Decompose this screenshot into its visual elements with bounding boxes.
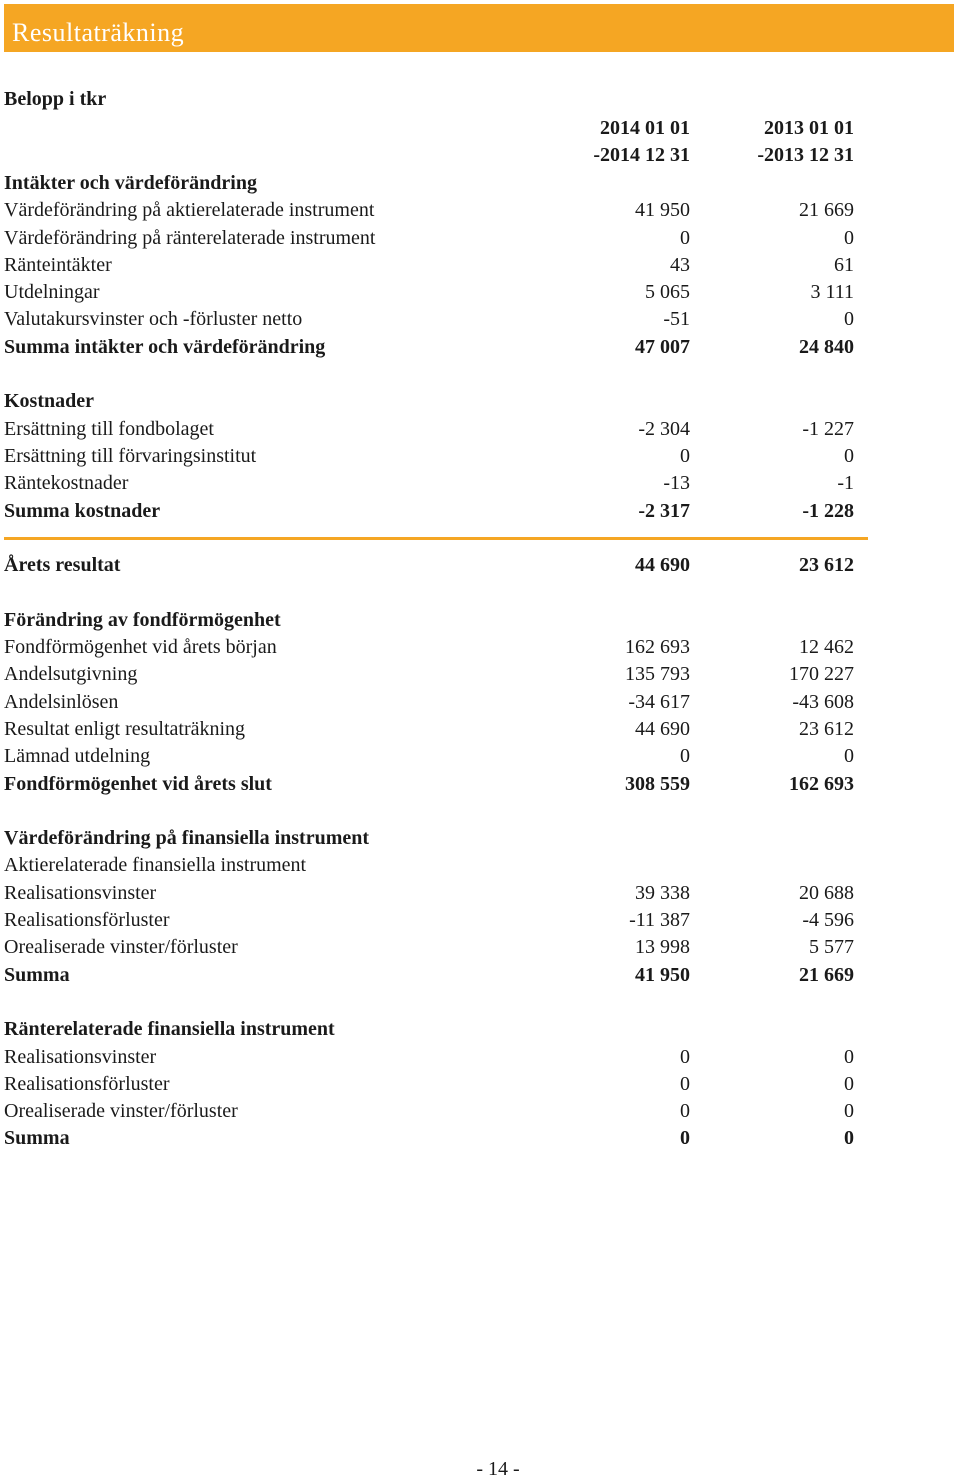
table-row	[4, 443, 864, 470]
row-label: Realisationsvinster	[4, 881, 157, 904]
value-2013: 0	[844, 745, 854, 768]
row-label: Värdeförändring på ränterelaterade instrument	[4, 226, 376, 249]
row-label: Realisationsvinster	[4, 1045, 157, 1068]
table-heading-row	[4, 962, 864, 989]
value-2014: -11 387	[629, 909, 690, 932]
row-label: Lämnad utdelning	[4, 745, 151, 768]
table-heading-row	[4, 170, 864, 197]
row-label: Värdeförändring på finansiella instrument	[4, 827, 370, 850]
value-2014: 0	[680, 1072, 690, 1095]
table-heading-row	[4, 771, 864, 798]
row-label: Intäkter och värdeförändring	[4, 172, 257, 194]
row-label: Summa	[4, 963, 70, 986]
title-banner	[4, 4, 954, 52]
table-row	[4, 1044, 864, 1071]
column-header-2013-start: 2013 01 01	[764, 117, 854, 139]
table-row	[4, 716, 864, 743]
row-label: Utdelningar	[4, 281, 100, 304]
spacer-row	[4, 989, 864, 1016]
row-label: Resultat enligt resultaträkning	[4, 717, 246, 740]
value-2014: -34 617	[628, 690, 690, 713]
row-label: Summa	[4, 1127, 70, 1150]
table-row	[4, 470, 864, 497]
row-label: Ersättning till förvaringsinstitut	[4, 444, 257, 467]
value-2014: 13 998	[635, 936, 690, 959]
value-2014: 44 690	[635, 717, 690, 740]
value-2014: 0	[680, 1100, 690, 1123]
value-2013: 23 612	[799, 554, 854, 577]
value-2014: 0	[680, 745, 690, 768]
value-2014: 0	[680, 1045, 690, 1068]
unit-label: Belopp i tkr	[4, 88, 107, 110]
value-2014: -2 317	[638, 499, 690, 522]
table-row	[4, 197, 864, 224]
row-label: Realisationsförluster	[4, 909, 170, 932]
row-label: Realisationsförluster	[4, 1072, 170, 1095]
value-2013: 0	[844, 1100, 854, 1123]
value-2013: 61	[834, 253, 854, 276]
value-2014: 44 690	[635, 554, 690, 577]
value-2013: 0	[844, 1045, 854, 1068]
value-2014: -13	[663, 472, 690, 495]
page-title: Resultaträkning	[12, 18, 185, 47]
value-2014: -51	[663, 308, 690, 331]
value-2014: 0	[680, 226, 690, 249]
row-label: Orealiserade vinster/förluster	[4, 1100, 238, 1123]
value-2013: 170 227	[789, 663, 854, 686]
table-heading-row	[4, 1125, 864, 1152]
value-2014: 39 338	[635, 881, 690, 904]
table-heading-row	[4, 825, 864, 852]
value-2013: 21 669	[799, 199, 854, 222]
value-2013: -1	[837, 472, 854, 495]
table-row	[4, 279, 864, 306]
table-heading-row	[4, 607, 864, 634]
value-2013: 21 669	[799, 963, 854, 986]
value-2013: 23 612	[799, 717, 854, 740]
spacer-row	[4, 361, 864, 388]
value-2014: -2 304	[638, 417, 690, 440]
value-2014: 308 559	[625, 772, 690, 795]
income-statement-table	[4, 170, 864, 1153]
value-2014: 41 950	[635, 199, 690, 222]
row-label: Ränterelaterade finansiella instrument	[4, 1018, 335, 1041]
row-label: Förändring av fondförmögenhet	[4, 608, 281, 631]
column-header-2014-start: 2014 01 01	[600, 117, 690, 139]
table-row	[4, 1098, 864, 1125]
value-2014: 5 065	[645, 281, 690, 304]
table-heading-row	[4, 334, 864, 361]
table-row	[4, 934, 864, 961]
row-label: Orealiserade vinster/förluster	[4, 936, 238, 959]
value-2014: 43	[670, 253, 690, 276]
table-heading-row	[4, 1016, 864, 1043]
row-label: Räntekostnader	[4, 472, 129, 495]
result-divider-line	[4, 537, 868, 540]
row-label: Andelsutgivning	[4, 663, 138, 686]
value-2014: 162 693	[625, 636, 690, 659]
value-2013: 12 462	[799, 636, 854, 659]
table-row	[4, 1071, 864, 1098]
row-label: Fondförmögenhet vid årets slut	[4, 772, 272, 795]
value-2013: 162 693	[789, 772, 854, 795]
column-header-2013-end: -2013 12 31	[757, 144, 854, 166]
value-2013: -43 608	[792, 690, 854, 713]
value-2013: 0	[844, 226, 854, 249]
row-label: Ersättning till fondbolaget	[4, 417, 214, 440]
row-label: Summa intäkter och värdeförändring	[4, 335, 326, 358]
table-row	[4, 661, 864, 688]
table-row	[4, 880, 864, 907]
table-heading-row	[4, 552, 864, 579]
value-2014: 0	[680, 1127, 690, 1150]
value-2013: 24 840	[799, 335, 854, 358]
value-2014: 135 793	[625, 663, 690, 686]
table-row	[4, 907, 864, 934]
table-row	[4, 416, 864, 443]
table-row	[4, 689, 864, 716]
table-heading-row	[4, 498, 864, 525]
value-2013: -4 596	[802, 909, 854, 932]
table-row	[4, 306, 864, 333]
table-row	[4, 852, 864, 879]
value-2014: 47 007	[635, 335, 690, 358]
value-2013: -1 227	[802, 417, 854, 440]
row-label: Kostnader	[4, 390, 94, 413]
table-heading-row	[4, 388, 864, 415]
row-label: Valutakursvinster och -förluster netto	[4, 308, 303, 331]
row-label: Summa kostnader	[4, 499, 161, 522]
value-2013: 3 111	[810, 281, 854, 304]
table-row	[4, 743, 864, 770]
value-2013: 5 577	[809, 936, 854, 959]
spacer-row	[4, 579, 864, 606]
row-label: Aktierelaterade finansiella instrument	[4, 854, 307, 877]
value-2013: 0	[844, 1127, 854, 1150]
value-2013: 0	[844, 1072, 854, 1095]
value-2013: 0	[844, 308, 854, 331]
row-label: Värdeförändring på aktierelaterade instrument	[4, 199, 375, 222]
value-2014: 0	[680, 444, 690, 467]
row-label: Andelsinlösen	[4, 690, 119, 713]
value-2014: 41 950	[635, 963, 690, 986]
page-number: - 14 -	[476, 1458, 520, 1480]
value-2013: 0	[844, 444, 854, 467]
value-2013: -1 228	[802, 499, 854, 522]
spacer-row	[4, 798, 864, 825]
table-row	[4, 252, 864, 279]
row-label: Ränteintäkter	[4, 253, 112, 276]
row-label: Fondförmögenhet vid årets början	[4, 636, 277, 659]
table-row	[4, 634, 864, 661]
table-row	[4, 225, 864, 252]
column-header-2014-end: -2014 12 31	[593, 144, 690, 166]
value-2013: 20 688	[799, 881, 854, 904]
row-label: Årets resultat	[4, 554, 121, 577]
